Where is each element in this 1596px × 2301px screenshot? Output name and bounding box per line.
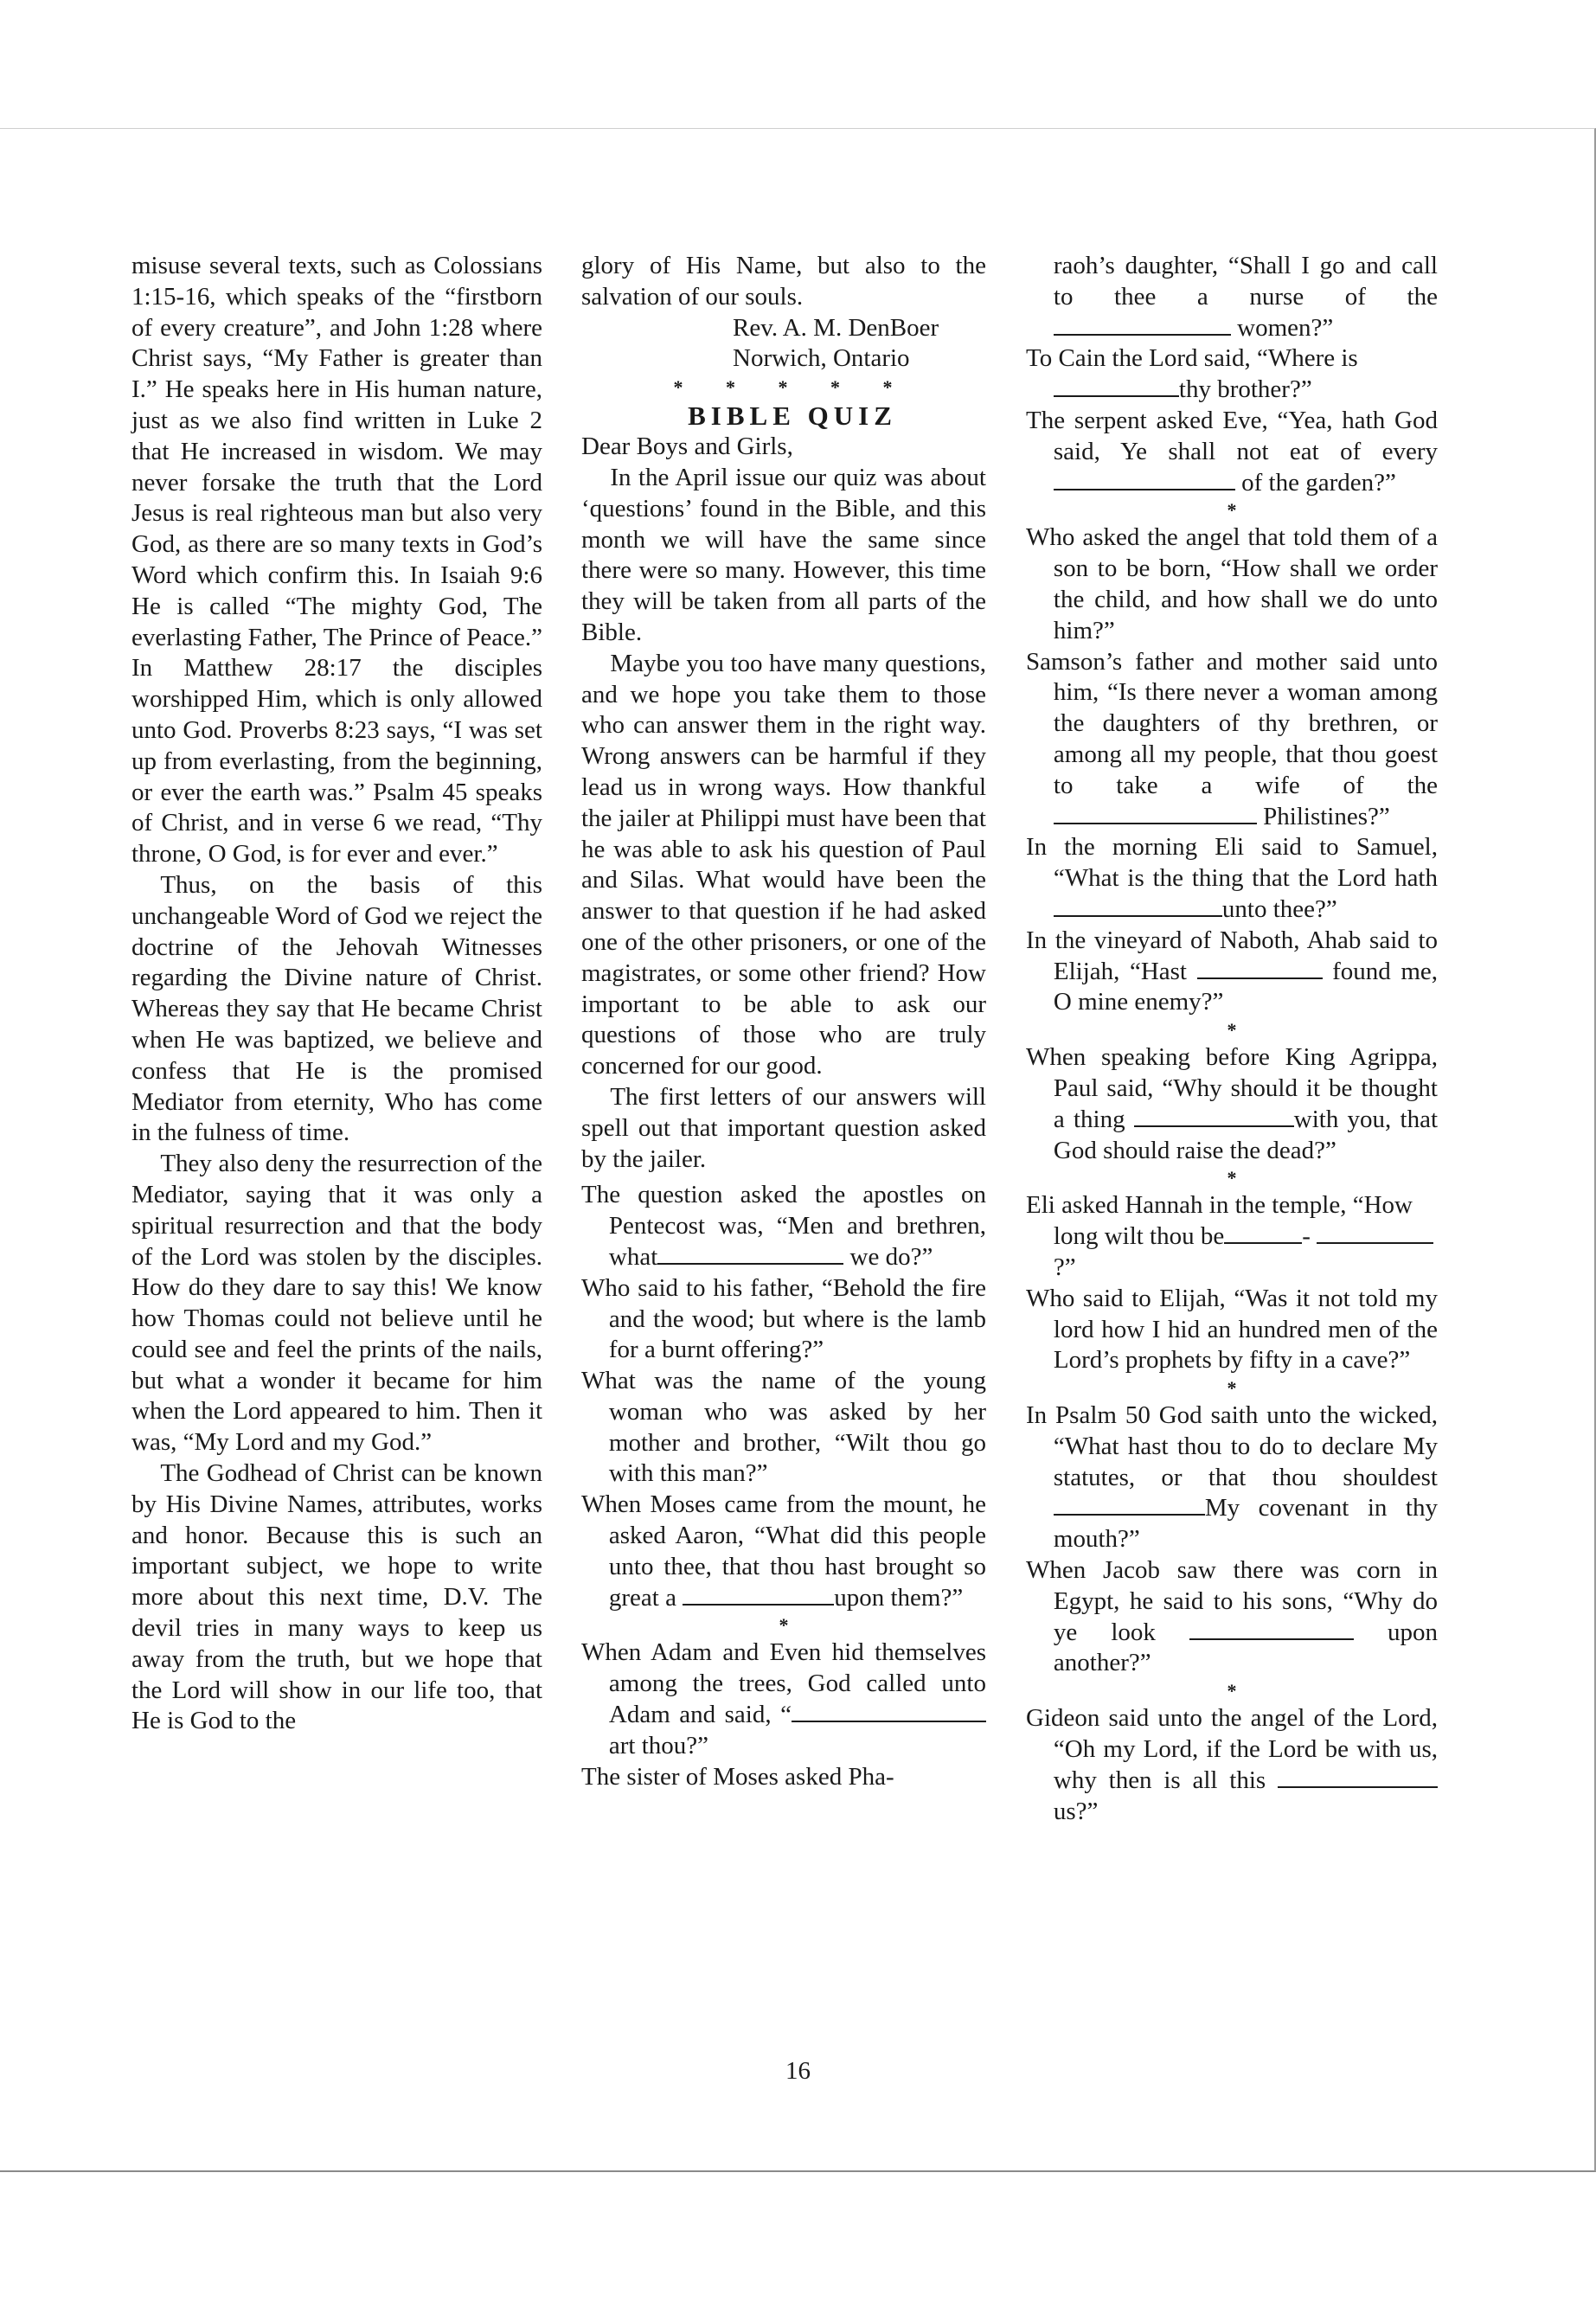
salutation: Dear Boys and Girls,: [581, 433, 793, 461]
question-separator: *: [1227, 1019, 1237, 1042]
article-paragraph: Thus, on the basis of this unchangeable Word of God we reject the doctrine of the Jehovah Witnesses regarding the Divine nature of Christ. Whereas they say that He became Christ when He was baptized, we believe and confess that He is the promised Mediator from eternity, Who has come in the fulness of time.: [131, 870, 542, 1147]
answer-blank: [1054, 1494, 1205, 1516]
quiz-question: Who asked the angel that told them of a son to be born, “How shall we order the child, and how shall we do unto him?”: [1026, 523, 1438, 644]
page-number: 16: [785, 2057, 811, 2085]
answer-blank: [792, 1701, 986, 1722]
quiz-intro-paragraph: The first letters of our answers will spell out that important question asked by the jailer.: [581, 1082, 986, 1173]
quiz-question: When Moses came from the mount, he asked Aaron, “What did this people unto thee, that thou hast brought so great a upon them?”: [581, 1490, 986, 1612]
answer-blank: [1054, 895, 1222, 917]
quiz-intro-paragraph: Maybe you too have many questions, and we hope you take them to those who can answer them in the right way. Wrong answers can be harmful if they lead us in wrong ways. How thankful the jailer at Philippi must have been that he was able to ask his question of Paul and Silas. What would have been the answer to that question if he had asked one of the other prisoners, or one of the magistrates, or some other friend? How important to be able to ask our questions of those who are truly concerned for our good.: [581, 649, 986, 1080]
question-separator: *: [1227, 1377, 1237, 1400]
question-separator: *: [1227, 499, 1237, 522]
answer-blank: [683, 1583, 834, 1605]
answer-blank: [1197, 957, 1323, 978]
question-separator: *: [779, 1614, 789, 1637]
quiz-question: raoh’s daughter, “Shall I go and call to thee a nurse of the women?”: [1053, 252, 1438, 342]
quiz-question: Who said to Elijah, “Was it not told my lord how I hid an hundred men of the Lord’s prophets by fifty in a cave?”: [1026, 1284, 1438, 1375]
quiz-question: In the morning Eli said to Samuel, “What is the thing that the Lord hathunto thee?”: [1026, 833, 1438, 923]
quiz-question: To Cain the Lord said, “Where is thy brother?”: [1026, 344, 1358, 404]
author-name: Rev. A. M. DenBoer: [733, 313, 939, 342]
column-left: [131, 251, 542, 1737]
answer-blank: [1054, 375, 1179, 397]
quiz-question: In Psalm 50 God saith unto the wicked, “What hast thou to do to declare My statutes, or that thou shouldestMy covenant in thy mouth?”: [1026, 1401, 1438, 1554]
quiz-question: The serpent asked Eve, “Yea, hath God said, Ye shall not eat of every of the garden?”: [1026, 406, 1438, 497]
answer-blank: [1054, 468, 1235, 490]
question-separator: *: [1227, 1680, 1237, 1702]
quiz-question: When speaking before King Agrippa, Paul said, “Why should it be thought a thing with you, that God should raise the dead?”: [1026, 1043, 1438, 1164]
column-middle: [581, 251, 986, 1792]
quiz-question: When Adam and Even hid themselves among the trees, God called unto Adam and said, “art thou?”: [581, 1638, 986, 1759]
quiz-question: When Jacob saw there was corn in Egypt, he said to his sons, “Why do ye look upon another?”: [1026, 1556, 1439, 1677]
section-divider: * * * * *: [673, 376, 912, 399]
answer-blank: [1189, 1618, 1354, 1639]
quiz-question: Who said to his father, “Behold the fire and the wood; but where is the lamb for a burnt offering?”: [581, 1273, 986, 1364]
answer-blank: [1054, 802, 1257, 824]
quiz-intro-paragraph: In the April issue our quiz was about ‘questions’ found in the Bible, and this month we will have the same since there were so many. However, this time they will be taken from all parts of the Bible.: [581, 463, 986, 646]
article-paragraph: They also deny the resurrection of the Mediator, saying that it was only a spiritual resurrection and that the body of the Lord was stolen by the disciples. How do they dare to say this! We know how Thomas could not believe until he could see and feel the prints of the nails, but what a wonder it became for him when the Lord appeared to him. Then it was, “My Lord and my God.”: [131, 1150, 542, 1457]
quiz-question: The sister of Moses asked Pha-: [581, 1762, 894, 1791]
article-paragraph: misuse several texts, such as Colossians 1:15-16, which speaks of the “firstborn of every creature”, and John 1:28 where Christ says, “My Father is greater than I.” He speaks here in His human nature, just as we also find written in Luke 2 that He increased in wisdom. We may never forsake the truth that the Lord Jesus is real righteous man but also very God, as there are so many texts in God’s Word which confirm this. In Isaiah 9:6 He is called “The mighty God, The everlasting Father, The Prince of Peace.” In Matthew 28:17 the disciples worshipped Him, which is only allowed unto God. Proverbs 8:23 says, “I was set up from everlasting, from the beginning, or ever the earth was.” Psalm 45 speaks of Christ, and in verse 6 we read, “Thy throne, O God, is for ever and ever.”: [131, 252, 542, 868]
answer-blank: [657, 1243, 843, 1265]
quiz-title: BIBLE QUIZ: [688, 401, 897, 432]
quiz-question: What was the name of the young woman who was asked by her mother and brother, “Wilt thou go with this man?”: [581, 1367, 986, 1488]
quiz-question: Eli asked Hannah in the temple, “How long wilt thou be - ?”: [1026, 1190, 1438, 1283]
article-paragraph: glory of His Name, but also to the salvation of our souls.: [581, 252, 986, 311]
column-right: [1026, 251, 1438, 1827]
answer-blank: [1278, 1766, 1438, 1788]
answer-blank: [1054, 313, 1231, 335]
question-separator: *: [1227, 1167, 1237, 1189]
answer-blank: [1224, 1222, 1302, 1244]
article-paragraph: The Godhead of Christ can be known by His Divine Names, attributes, works and honor. Because this is such an important subject, we hope to write more about this next time, D.V. The devil tries in many ways to keep us away from the truth, but we hope that the Lord will show in our life too, that He is God to the: [131, 1459, 542, 1735]
quiz-question: Gideon said unto the angel of the Lord, “Oh my Lord, if the Lord be with us, why then is all this us?”: [1026, 1704, 1438, 1825]
answer-blank: [1134, 1106, 1294, 1127]
quiz-question: Samson’s father and mother said unto him, “Is there never a woman among the daughters of thy brethren, or among all my people, that thou goest to take a wife of the Philistines?”: [1026, 647, 1438, 830]
answer-blank: [1317, 1222, 1433, 1244]
author-location: Norwich, Ontario: [733, 344, 910, 373]
quiz-question: In the vineyard of Naboth, Ahab said to Elijah, “Hast found me, O mine enemy?”: [1026, 926, 1438, 1016]
quiz-question: The question asked the apostles on Pentecost was, “Men and brethren, what we do?”: [581, 1181, 986, 1271]
